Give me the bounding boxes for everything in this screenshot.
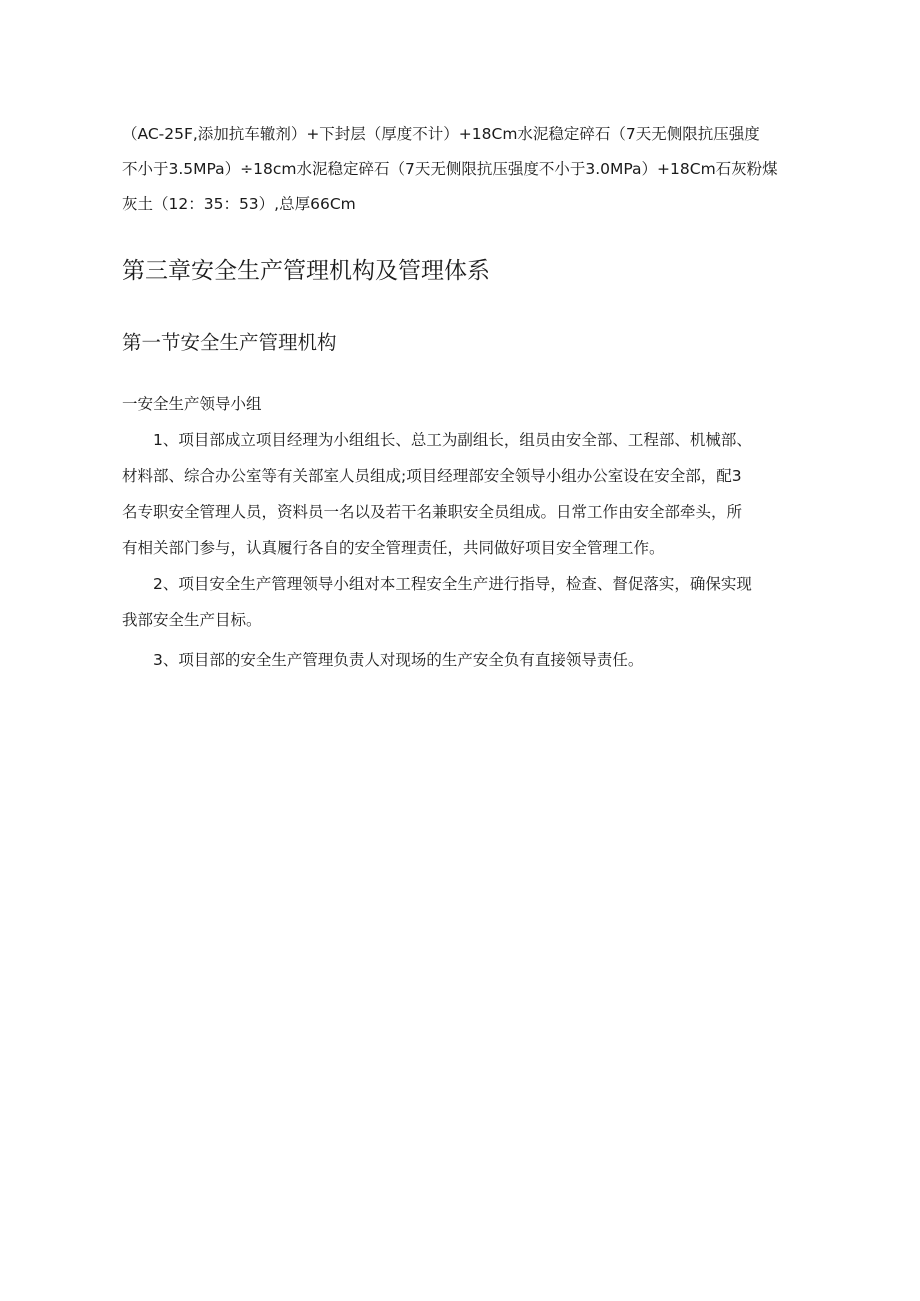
paragraph-line: 3、项目部的安全生产管理负责人对现场的生产安全负有直接领导责任。 — [153, 651, 644, 669]
paragraph-line: 1、项目部成立项目经理为小组组长、总工为副组长，组员由安全部、工程部、机械部、 — [153, 431, 752, 449]
intro-paragraph — [122, 117, 822, 222]
paragraph-line: 名专职安全管理人员，资料员一名以及若干名兼职安全员组成。日常工作由安全部牵头，所 — [122, 503, 743, 521]
body-paragraph-1 — [122, 422, 822, 566]
chapter-title: 第三章安全生产管理机构及管理体系 — [122, 258, 490, 284]
paragraph-line: 2、项目安全生产管理领导小组对本工程安全生产进行指导，检查、督促落实，确保实现 — [153, 575, 752, 593]
paragraph-line: 有相关部门参与，认真履行各自的安全管理责任，共同做好项目安全管理工作。 — [122, 539, 665, 557]
paragraph-line: 我部安全生产目标。 — [122, 611, 262, 629]
section-title: 第一节安全生产管理机构 — [122, 331, 337, 354]
sub-heading: 一安全生产领导小组 — [122, 395, 262, 413]
intro-line: 不小于3.5MPa）÷18cm水泥稳定碎石（7天无侧限抗压强度不小于3.0MPa）+18Cm石灰粉煤 — [122, 160, 778, 178]
intro-line: （AC-25F,添加抗车辙剂）+下封层（厚度不计）+18Cm水泥稳定碎石（7天无侧限抗压强度 — [122, 125, 760, 143]
paragraph-line: 材料部、综合办公室等有关部室人员组成;项目经理部安全领导小组办公室设在安全部，配3 — [122, 467, 742, 485]
intro-line: 灰土（12：35：53）,总厚66Cm — [122, 195, 356, 213]
body-paragraph-2 — [122, 566, 822, 638]
body-paragraph-3 — [122, 642, 822, 678]
